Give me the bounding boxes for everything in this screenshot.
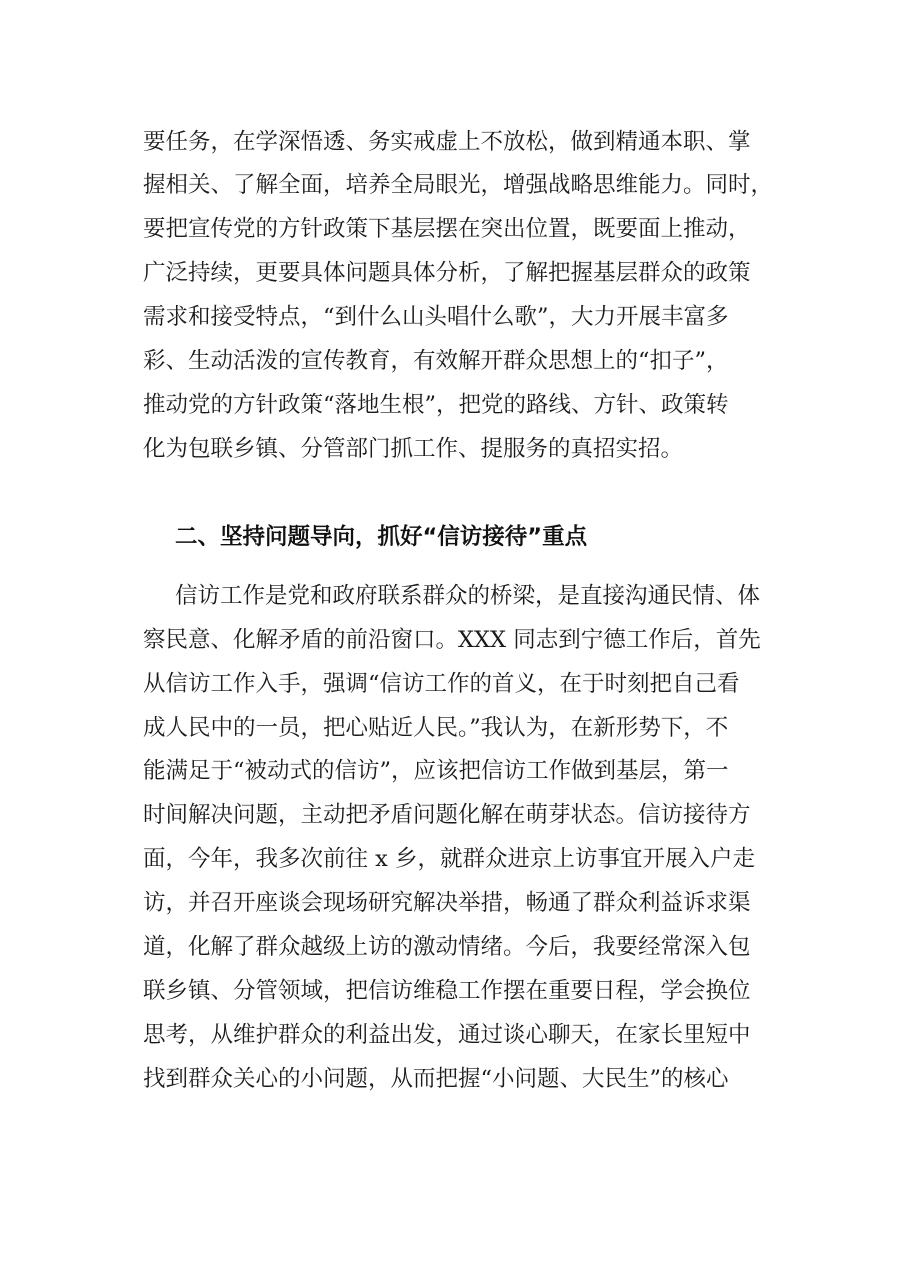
paragraph-2-line-7: 面，今年，我多次前往 x 乡，就群众进京上访事宜开展入户走: [143, 846, 755, 872]
paragraph-1-line-6: 彩、生动活泼的宣传教育，有效解开群众思想上的“扣子”，: [143, 348, 729, 374]
paragraph-2-line-1: 信访工作是党和政府联系群众的桥梁，是直接沟通民情、体: [175, 583, 761, 609]
paragraph-1-line-4: 广泛持续，更要具体问题具体分析，了解把握基层群众的政策: [143, 260, 751, 286]
paragraph-1-line-1: 要任务，在学深悟透、务实戒虚上不放松，做到精通本职、掌: [143, 129, 751, 155]
paragraph-1-line-2: 握相关、了解全面，培养全局眼光，增强战略思维能力。同时，: [143, 172, 774, 198]
paragraph-2-line-6: 时间解决问题，主动把矛盾问题化解在萌芽状态。信访接待方: [143, 802, 751, 828]
paragraph-2-line-3: 从信访工作入手，强调“信访工作的首义，在于时刻把自己看: [143, 671, 740, 697]
paragraph-1-line-5: 需求和接受特点，“到什么山头唱什么歌”，大力开展丰富多: [143, 304, 729, 330]
paragraph-1-line-7: 推动党的方针政策“落地生根”，把党的路线、方针、政策转: [143, 392, 729, 418]
paragraph-1-line-3: 要把宣传党的方针政策下基层摆在突出位置，既要面上推动，: [143, 216, 751, 242]
paragraph-2-line-12: 找到群众关心的小问题，从而把握“小问题、大民生”的核心: [143, 1066, 729, 1092]
paragraph-2-line-2: 察民意、化解矛盾的前沿窗口。XXX 同志到宁德工作后，首先: [143, 627, 761, 653]
paragraph-2-line-11: 思考，从维护群众的利益出发，通过谈心聊天，在家长里短中: [143, 1022, 751, 1048]
paragraph-2-line-9: 道，化解了群众越级上访的激动情绪。今后，我要经常深入包: [143, 934, 751, 960]
paragraph-2-line-4: 成人民中的一员，把心贴近人民。”我认为，在新形势下，不: [143, 715, 729, 741]
paragraph-2-line-10: 联乡镇、分管领域，把信访维稳工作摆在重要日程，学会换位: [143, 978, 751, 1004]
paragraph-1-line-8: 化为包联乡镇、分管部门抓工作、提服务的真招实招。: [143, 436, 684, 462]
paragraph-2-line-8: 访，并召开座谈会现场研究解决举措，畅通了群众利益诉求渠: [143, 890, 751, 916]
section-heading: 二、坚持问题导向，抓好“信访接待”重点: [175, 524, 588, 550]
paragraph-2-line-5: 能满足于“被动式的信访”，应该把信访工作做到基层，第一: [143, 758, 729, 784]
